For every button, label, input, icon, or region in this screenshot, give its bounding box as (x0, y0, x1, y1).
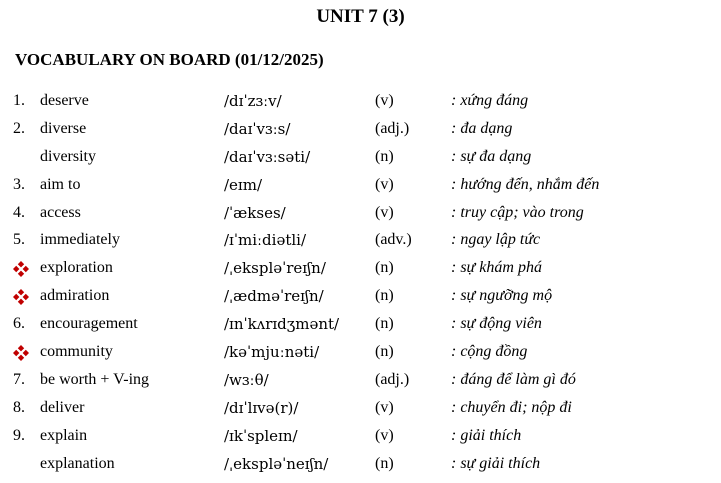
entry-meaning: : sự động viên (451, 315, 542, 333)
vocab-entry (0, 423, 721, 451)
entry-part-of-speech: (v) (375, 92, 394, 109)
entry-word: exploration (40, 259, 113, 277)
entry-word: deliver (40, 398, 85, 416)
entry-part-of-speech: (n) (375, 259, 394, 277)
entry-word: encouragement (40, 315, 138, 333)
vocab-entry (0, 283, 721, 311)
entry-word: access (40, 203, 81, 221)
entry-meaning: : xứng đáng (451, 92, 529, 109)
vocab-entry (0, 451, 721, 479)
vocabulary-list (0, 88, 721, 478)
entry-word: admiration (40, 287, 110, 305)
entry-part-of-speech: (n) (375, 287, 394, 305)
vocab-entry (0, 88, 721, 116)
entry-meaning: : chuyển đi; nộp đi (451, 398, 572, 416)
entry-word: explanation (40, 454, 115, 472)
entry-word: explain (40, 426, 88, 444)
entry-number: 9. (13, 426, 25, 444)
entry-pronunciation: /dɪˈlɪvə(r)/ (224, 398, 299, 417)
entry-meaning: : giải thích (451, 426, 522, 444)
vocab-entry (0, 200, 721, 228)
entry-part-of-speech: (adj.) (375, 119, 410, 137)
entry-meaning: : sự khám phá (451, 259, 542, 277)
entry-meaning: : đa dạng (451, 119, 513, 137)
entry-word: aim to (40, 175, 81, 193)
entry-pronunciation: /kəˈmjuːnəti/ (224, 343, 320, 362)
entry-word: diverse (40, 119, 87, 137)
entry-word: immediately (40, 231, 120, 249)
entry-part-of-speech: (n) (375, 343, 394, 361)
entry-pronunciation: /dɪˈzɜːv/ (224, 92, 282, 110)
vocab-entry (0, 367, 721, 395)
entry-meaning: : sự đa dạng (451, 147, 532, 165)
entry-pronunciation: /eɪm/ (224, 175, 263, 194)
entry-part-of-speech: (n) (375, 147, 394, 165)
vocab-entry (0, 172, 721, 200)
red-diamond-bullet-icon (13, 289, 29, 305)
vocab-entry (0, 116, 721, 144)
entry-meaning: : truy cập; vào trong (451, 203, 584, 221)
entry-word: diversity (40, 147, 96, 165)
entry-part-of-speech: (v) (375, 426, 394, 444)
entry-pronunciation: /ɪnˈkʌrɪdʒmənt/ (224, 315, 340, 334)
entry-part-of-speech: (adj.) (375, 370, 410, 388)
vocab-entry (0, 144, 721, 172)
entry-part-of-speech: (v) (375, 398, 394, 416)
entry-pronunciation: /daɪˈvɜːsəti/ (224, 147, 311, 166)
entry-word: be worth + V-ing (40, 370, 150, 388)
vocab-entry (0, 339, 721, 367)
entry-part-of-speech: (adv.) (375, 231, 412, 249)
vocab-entry (0, 227, 721, 255)
entry-number: 7. (13, 370, 25, 388)
page-title: UNIT 7 (3) (316, 6, 405, 27)
entry-meaning: : ngay lập tức (451, 231, 541, 249)
red-diamond-bullet-icon (13, 345, 29, 361)
entry-number: 1. (13, 92, 25, 109)
entry-number: 3. (13, 175, 25, 193)
entry-pronunciation: /ɪkˈspleɪn/ (224, 426, 298, 445)
entry-meaning: : đáng để làm gì đó (451, 370, 576, 388)
entry-meaning: : hướng đến, nhắm đến (451, 175, 600, 193)
entry-number: 2. (13, 119, 25, 137)
page-subtitle: VOCABULARY ON BOARD (01/12/2025) (15, 50, 324, 69)
entry-pronunciation: /ˌekspləˈneɪʃn/ (224, 454, 329, 473)
entry-pronunciation: /wɜːθ/ (224, 370, 269, 389)
entry-meaning: : cộng đồng (451, 343, 528, 361)
entry-pronunciation: /ˈækses/ (224, 203, 286, 222)
entry-part-of-speech: (v) (375, 203, 394, 221)
vocab-entry (0, 311, 721, 339)
entry-number: 4. (13, 203, 25, 221)
entry-pronunciation: /daɪˈvɜːs/ (224, 119, 291, 138)
entry-meaning: : sự giải thích (451, 454, 541, 472)
entry-meaning: : sự ngưỡng mộ (451, 287, 553, 305)
entry-part-of-speech: (n) (375, 454, 394, 472)
entry-pronunciation: /ˌekspləˈreɪʃn/ (224, 259, 326, 278)
vocab-entry (0, 395, 721, 423)
red-diamond-bullet-icon (13, 261, 29, 277)
entry-word: community (40, 343, 113, 361)
entry-part-of-speech: (n) (375, 315, 394, 333)
entry-pronunciation: /ˌædməˈreɪʃn/ (224, 287, 324, 306)
entry-number: 8. (13, 398, 25, 416)
entry-part-of-speech: (v) (375, 175, 394, 193)
vocab-entry (0, 255, 721, 283)
entry-pronunciation: /ɪˈmiːdiətli/ (224, 231, 307, 250)
entry-number: 6. (13, 315, 25, 333)
entry-number: 5. (13, 231, 25, 249)
entry-word: deserve (40, 92, 89, 109)
